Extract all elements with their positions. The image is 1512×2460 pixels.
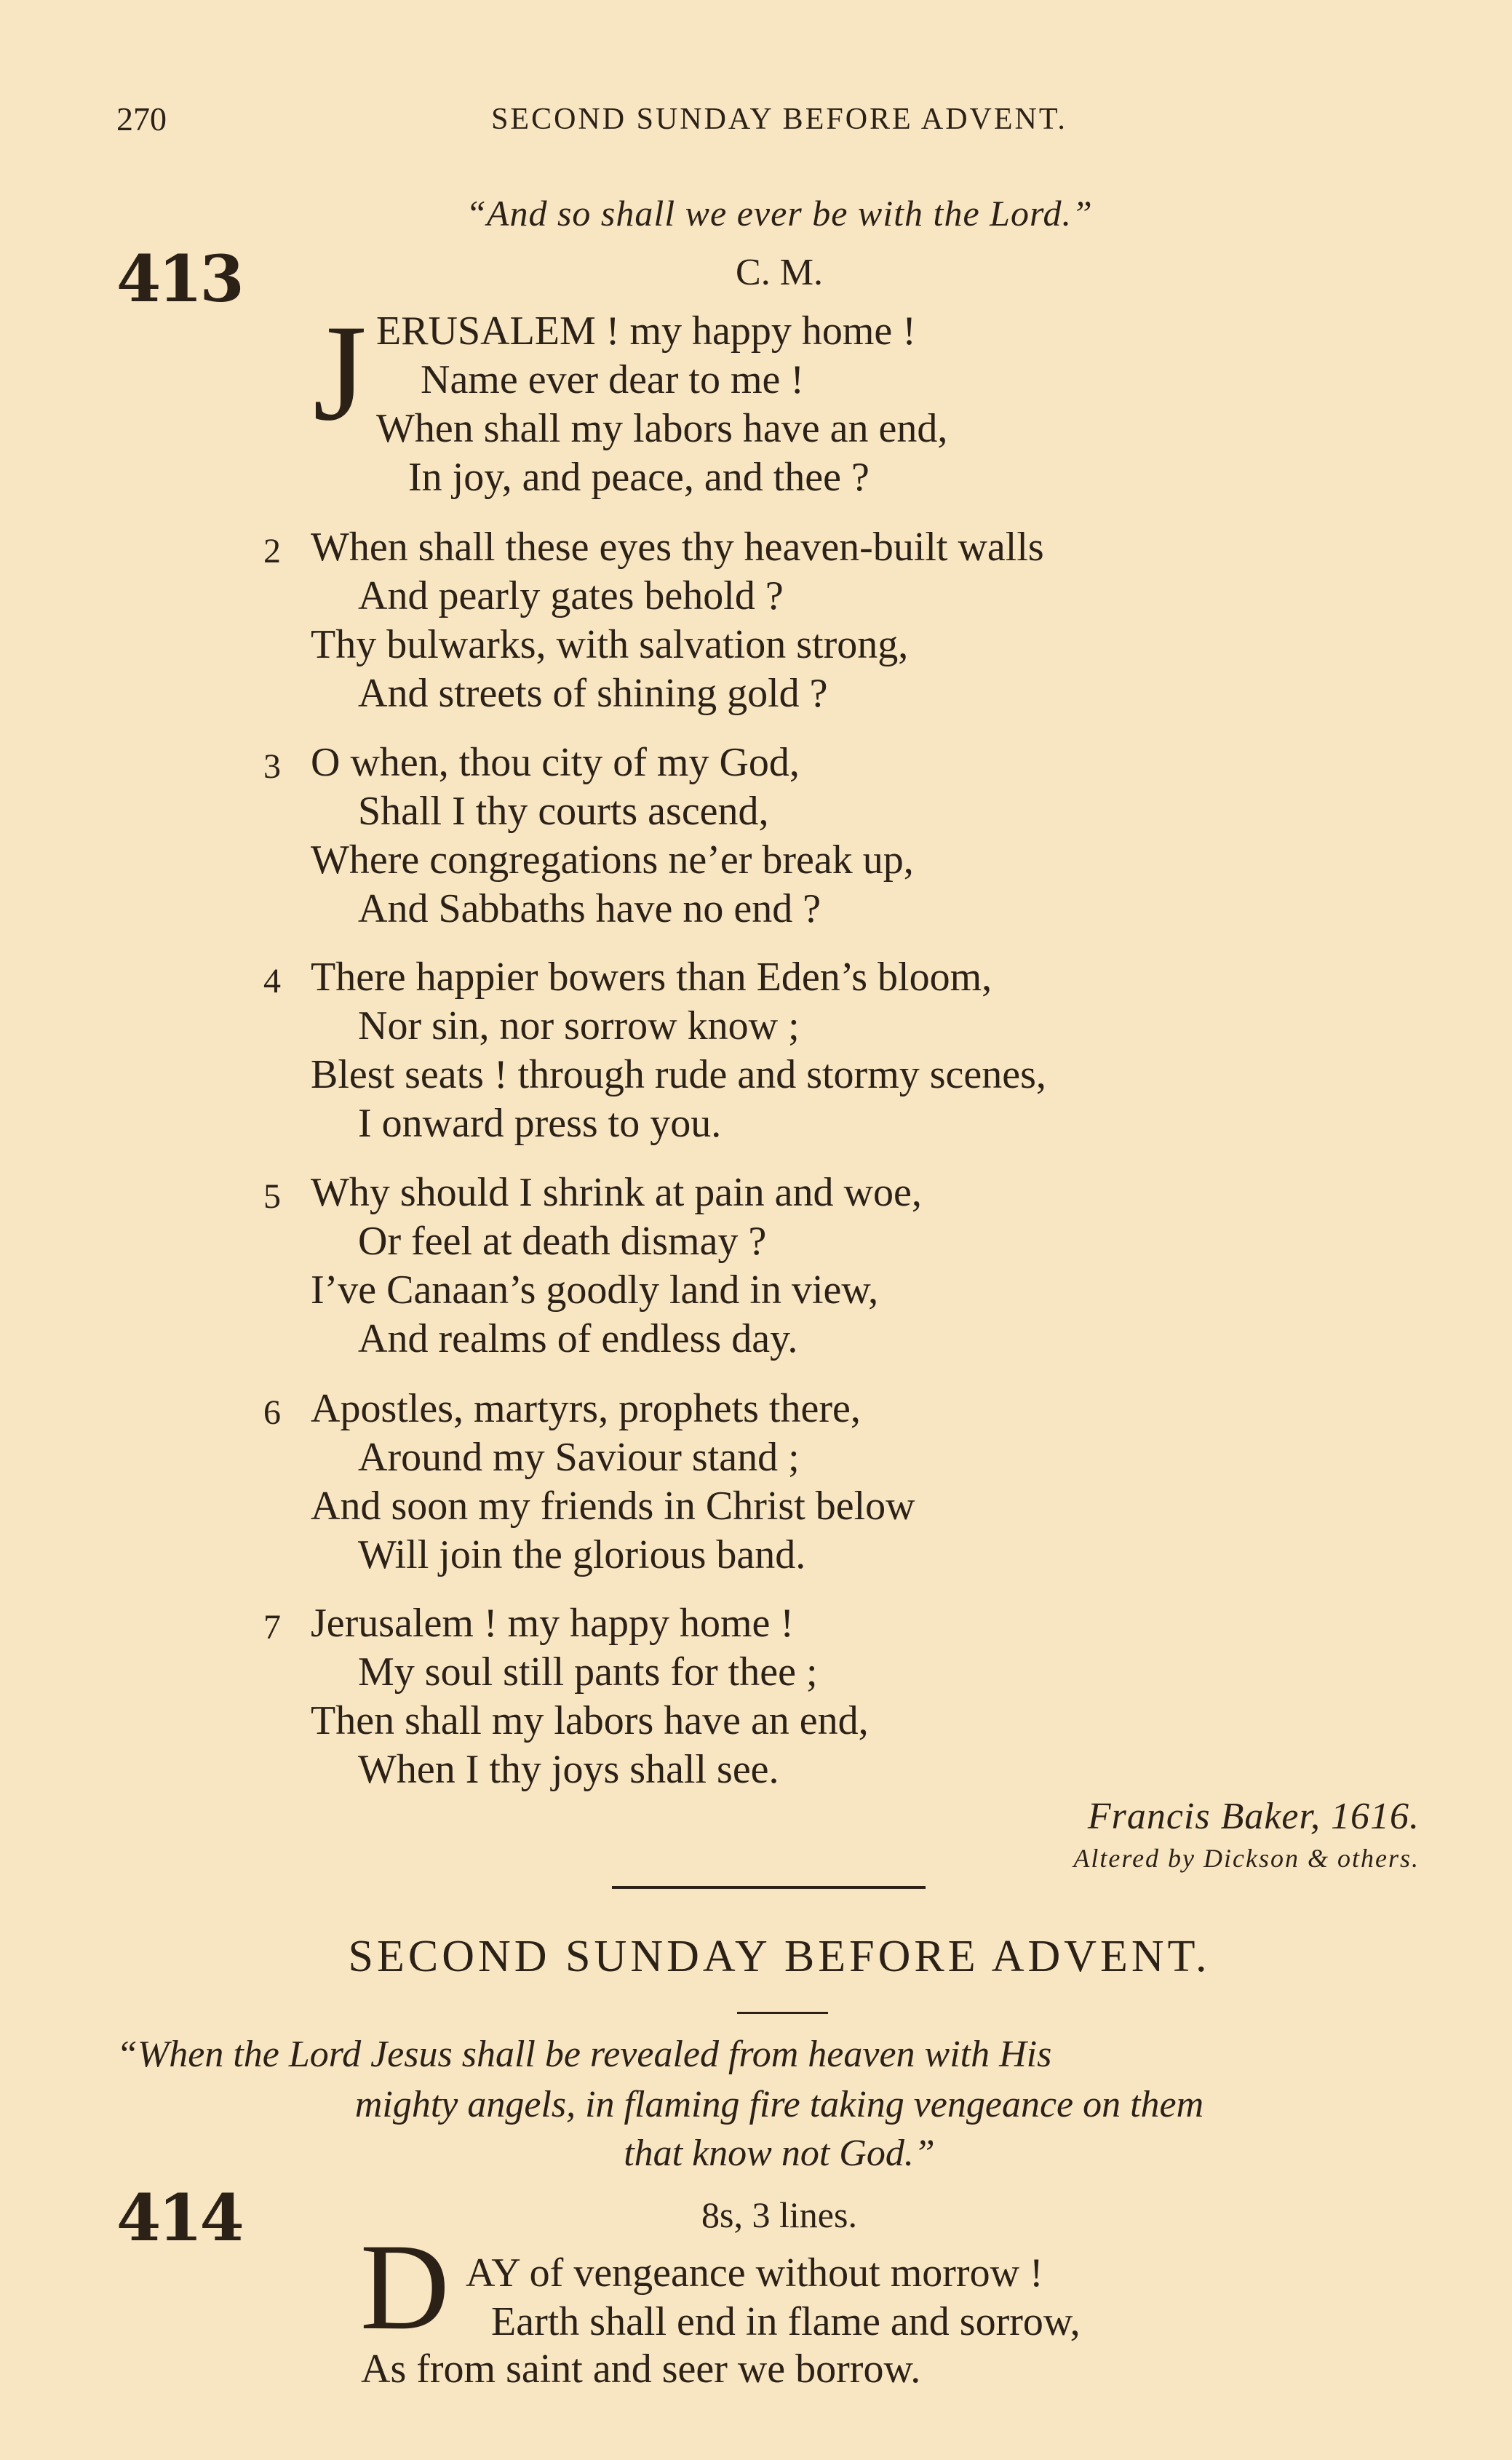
stanza-number: 7 bbox=[263, 1608, 281, 1647]
verse-line: O when, thou city of my God, bbox=[311, 740, 800, 785]
alteration-credit: Altered by Dickson & others. bbox=[1073, 1844, 1420, 1873]
verse-line: I’ve Canaan’s goodly land in view, bbox=[311, 1267, 879, 1313]
hymn-number-413: 413 bbox=[116, 241, 242, 317]
verse-line: Or feel at death dismay ? bbox=[358, 1219, 767, 1264]
verse-line: Shall I thy courts ascend, bbox=[358, 789, 769, 834]
stanza-number: 4 bbox=[263, 962, 281, 1000]
section-heading: SECOND SUNDAY BEFORE ADVENT. bbox=[348, 1932, 1211, 1981]
verse-line: Apostles, martyrs, prophets there, bbox=[311, 1386, 861, 1431]
heading-rule bbox=[737, 2012, 828, 2014]
verse-line: Why should I shrink at pain and woe, bbox=[311, 1170, 922, 1215]
verse-line: And realms of endless day. bbox=[358, 1316, 798, 1361]
verse-line: Where congregations ne’er break up, bbox=[311, 837, 914, 883]
author-attribution: Francis Baker, 1616. bbox=[1087, 1796, 1420, 1837]
verse-line: ERUSALEM ! my happy home ! bbox=[376, 309, 916, 354]
verse-line: In joy, and peace, and thee ? bbox=[408, 455, 870, 500]
stanza-number: 2 bbox=[263, 532, 281, 570]
section-divider bbox=[612, 1886, 926, 1889]
verse-line: Blest seats ! through rude and stormy scenes, bbox=[311, 1052, 1046, 1097]
verse-line: And pearly gates behold ? bbox=[358, 573, 784, 618]
section-epigraph-line: “When the Lord Jesus shall be revealed from heaven with His bbox=[116, 2034, 1052, 2075]
verse-line: Around my Saviour stand ; bbox=[358, 1435, 800, 1480]
verse-line: AY of vengeance without morrow ! bbox=[466, 2250, 1043, 2296]
hymn-413-meter: C. M. bbox=[736, 252, 823, 293]
drop-cap-d: D bbox=[360, 2218, 450, 2355]
section-epigraph-line: that know not God.” bbox=[624, 2133, 935, 2174]
stanza-number: 5 bbox=[263, 1177, 281, 1216]
verse-line: When shall these eyes thy heaven-built walls bbox=[311, 525, 1044, 570]
stanza-number: 6 bbox=[263, 1393, 281, 1432]
stanza-number: 3 bbox=[263, 747, 281, 786]
section-epigraph-line: mighty angels, in flaming fire taking vengeance on them bbox=[354, 2084, 1204, 2125]
verse-line: When shall my labors have an end, bbox=[376, 406, 948, 451]
verse-line: When I thy joys shall see. bbox=[358, 1747, 779, 1792]
verse-line: And streets of shining gold ? bbox=[358, 671, 828, 716]
verse-line: There happier bowers than Eden’s bloom, bbox=[311, 955, 992, 1000]
verse-line: Thy bulwarks, with salvation strong, bbox=[311, 622, 909, 667]
hymn-413-epigraph: “And so shall we ever be with the Lord.” bbox=[466, 193, 1093, 234]
drop-cap-j: J bbox=[313, 297, 367, 450]
verse-line: And Sabbaths have no end ? bbox=[358, 886, 821, 931]
verse-line: Earth shall end in flame and sorrow, bbox=[491, 2299, 1081, 2344]
hymn-414-meter: 8s, 3 lines. bbox=[701, 2194, 857, 2235]
page-number: 270 bbox=[116, 100, 167, 138]
verse-line: Nor sin, nor sorrow know ; bbox=[358, 1003, 800, 1048]
verse-line: And soon my friends in Christ below bbox=[311, 1484, 915, 1529]
verse-line: Will join the glorious band. bbox=[358, 1532, 806, 1577]
verse-line: My soul still pants for thee ; bbox=[358, 1649, 818, 1695]
verse-line: Name ever dear to me ! bbox=[421, 357, 805, 402]
verse-line: Jerusalem ! my happy home ! bbox=[311, 1601, 795, 1646]
verse-line: I onward press to you. bbox=[358, 1101, 722, 1146]
verse-line: As from saint and seer we borrow. bbox=[361, 2346, 921, 2392]
running-title: SECOND SUNDAY BEFORE ADVENT. bbox=[491, 103, 1067, 136]
hymn-number-414: 414 bbox=[116, 2180, 242, 2256]
verse-line: Then shall my labors have an end, bbox=[311, 1698, 869, 1743]
